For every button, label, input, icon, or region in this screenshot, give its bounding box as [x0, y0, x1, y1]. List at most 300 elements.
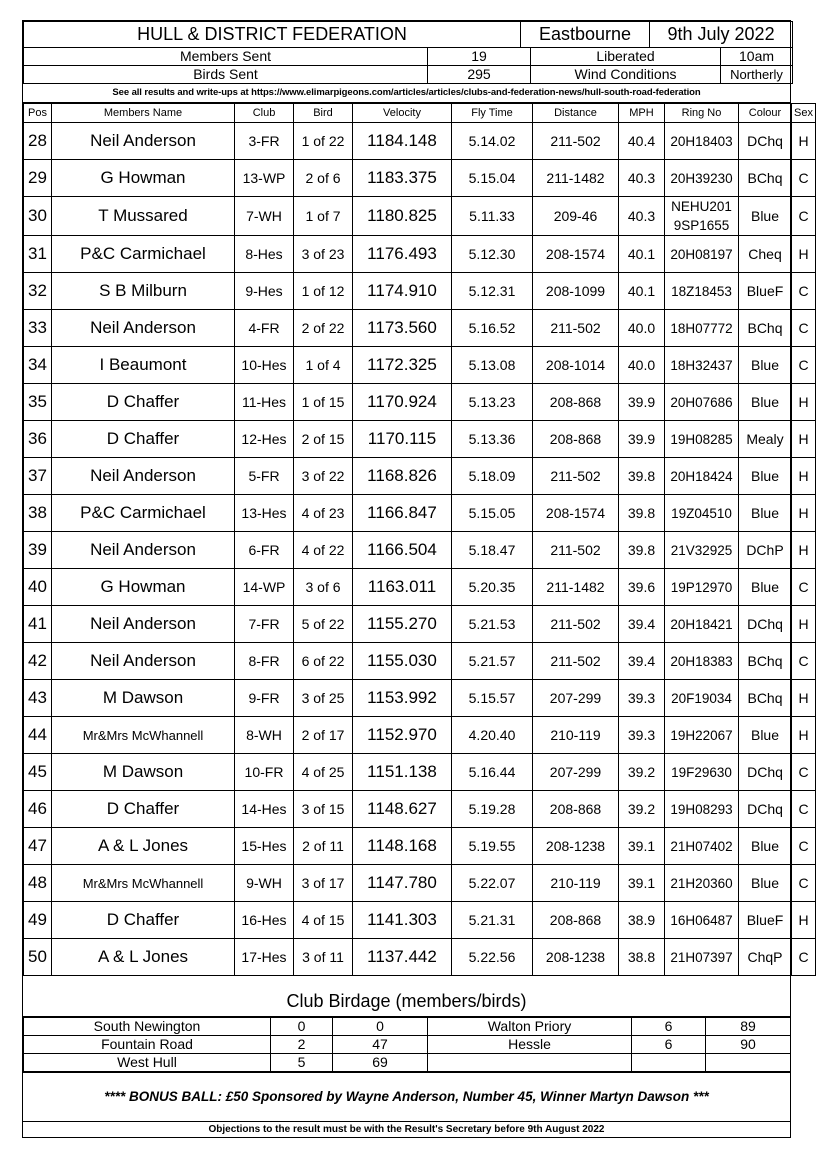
cell-sex: C: [792, 160, 816, 197]
cell-fly-time: 5.18.47: [452, 532, 533, 569]
cell-distance: 211-502: [533, 606, 619, 643]
cell-sex: C: [792, 828, 816, 865]
cell-name: T Mussared: [52, 197, 235, 236]
result-row: [24, 569, 816, 606]
cell-bird: 4 of 23: [294, 495, 353, 532]
cell-colour: DChq: [739, 123, 792, 160]
cell-fly-time: 4.20.40: [452, 717, 533, 754]
cell-fly-time: 5.13.08: [452, 347, 533, 384]
cell-bird: 4 of 15: [294, 902, 353, 939]
results-sheet: [22, 20, 813, 1138]
cell-name: M Dawson: [52, 680, 235, 717]
cell-colour: Blue: [739, 197, 792, 236]
cell-mph: 39.8: [619, 458, 665, 495]
cell-fly-time: 5.21.57: [452, 643, 533, 680]
members-sent-value: 19: [428, 48, 531, 66]
cell-colour: Blue: [739, 458, 792, 495]
cell-mph: 39.2: [619, 754, 665, 791]
cell-pos: 47: [24, 828, 52, 865]
cell-distance: 207-299: [533, 680, 619, 717]
cell-club: 7-FR: [235, 606, 294, 643]
cell-fly-time: 5.21.31: [452, 902, 533, 939]
cell-bird: 1 of 15: [294, 384, 353, 421]
cell-mph: 40.1: [619, 273, 665, 310]
cell-colour: BChq: [739, 680, 792, 717]
cell-bird: 3 of 11: [294, 939, 353, 976]
cell-mph: 40.4: [619, 123, 665, 160]
col-header-mph: MPH: [619, 104, 665, 123]
cell-ring: 19H08293: [665, 791, 739, 828]
col-header-distance: Distance: [533, 104, 619, 123]
cell-ring: 19H22067: [665, 717, 739, 754]
cell-club: 8-Hes: [235, 236, 294, 273]
cell-distance: 208-1238: [533, 828, 619, 865]
cell-bird: 3 of 22: [294, 458, 353, 495]
cell-ring: 19Z04510: [665, 495, 739, 532]
cell-name: G Howman: [52, 160, 235, 197]
cell-sex: H: [792, 680, 816, 717]
cell-ring: 21H07402: [665, 828, 739, 865]
cell-pos: 35: [24, 384, 52, 421]
birdage-members-b: [632, 1054, 706, 1072]
cell-club: 11-Hes: [235, 384, 294, 421]
cell-fly-time: 5.11.33: [452, 197, 533, 236]
cell-velocity: 1180.825: [353, 197, 452, 236]
cell-club: 13-Hes: [235, 495, 294, 532]
birdage-row: [24, 1036, 791, 1054]
cell-club: 14-Hes: [235, 791, 294, 828]
cell-name: I Beaumont: [52, 347, 235, 384]
cell-ring: 20H08197: [665, 236, 739, 273]
cell-mph: 39.8: [619, 532, 665, 569]
birdage-table: [23, 1017, 791, 1072]
cell-ring: 21H20360: [665, 865, 739, 902]
cell-bird: 2 of 11: [294, 828, 353, 865]
cell-mph: 39.1: [619, 828, 665, 865]
cell-club: 8-FR: [235, 643, 294, 680]
results-header-row: [24, 104, 816, 123]
cell-fly-time: 5.15.05: [452, 495, 533, 532]
cell-distance: 208-1574: [533, 236, 619, 273]
cell-bird: 5 of 22: [294, 606, 353, 643]
col-header-club: Club: [235, 104, 294, 123]
cell-name: Mr&Mrs McWhannell: [52, 717, 235, 754]
cell-distance: 208-868: [533, 384, 619, 421]
cell-pos: 39: [24, 532, 52, 569]
cell-pos: 30: [24, 197, 52, 236]
cell-fly-time: 5.13.36: [452, 421, 533, 458]
result-row: [24, 421, 816, 458]
birdage-club-a: Fountain Road: [24, 1036, 271, 1054]
cell-ring: 19H08285: [665, 421, 739, 458]
result-row: [24, 754, 816, 791]
cell-club: 5-FR: [235, 458, 294, 495]
cell-velocity: 1174.910: [353, 273, 452, 310]
cell-name: Neil Anderson: [52, 310, 235, 347]
cell-bird: 3 of 17: [294, 865, 353, 902]
race-date: 9th July 2022: [650, 22, 793, 48]
birds-sent-value: 295: [428, 66, 531, 84]
cell-name: S B Milburn: [52, 273, 235, 310]
col-header-colour: Colour: [739, 104, 792, 123]
cell-velocity: 1163.011: [353, 569, 452, 606]
cell-sex: H: [792, 123, 816, 160]
result-row: [24, 643, 816, 680]
cell-mph: 38.9: [619, 902, 665, 939]
cell-colour: Blue: [739, 865, 792, 902]
wind-label: Wind Conditions: [531, 66, 721, 84]
cell-velocity: 1151.138: [353, 754, 452, 791]
cell-velocity: 1184.148: [353, 123, 452, 160]
col-header-name: Members Name: [52, 104, 235, 123]
cell-colour: BChq: [739, 643, 792, 680]
cell-bird: 2 of 17: [294, 717, 353, 754]
cell-mph: 40.0: [619, 347, 665, 384]
birdage-birds-a: 69: [333, 1054, 428, 1072]
cell-distance: 208-868: [533, 791, 619, 828]
birdage-club-b: Walton Priory: [428, 1018, 632, 1036]
cell-mph: 39.4: [619, 643, 665, 680]
cell-colour: Blue: [739, 384, 792, 421]
cell-colour: DChq: [739, 754, 792, 791]
birdage-birds-a: 47: [333, 1036, 428, 1054]
cell-pos: 44: [24, 717, 52, 754]
cell-velocity: 1153.992: [353, 680, 452, 717]
cell-fly-time: 5.22.56: [452, 939, 533, 976]
col-header-ring: Ring No: [665, 104, 739, 123]
cell-sex: H: [792, 384, 816, 421]
result-row: [24, 236, 816, 273]
cell-bird: 2 of 22: [294, 310, 353, 347]
cell-bird: 3 of 6: [294, 569, 353, 606]
cell-sex: H: [792, 532, 816, 569]
cell-distance: 211-1482: [533, 160, 619, 197]
cell-ring: 19F29630: [665, 754, 739, 791]
col-header-bird: Bird: [294, 104, 353, 123]
cell-club: 12-Hes: [235, 421, 294, 458]
cell-fly-time: 5.13.23: [452, 384, 533, 421]
cell-bird: 3 of 25: [294, 680, 353, 717]
cell-mph: 39.3: [619, 680, 665, 717]
cell-club: 17-Hes: [235, 939, 294, 976]
cell-mph: 39.4: [619, 606, 665, 643]
result-row: [24, 828, 816, 865]
spacer: [23, 976, 790, 986]
cell-distance: 208-1238: [533, 939, 619, 976]
cell-mph: 39.3: [619, 717, 665, 754]
cell-bird: 6 of 22: [294, 643, 353, 680]
cell-velocity: 1173.560: [353, 310, 452, 347]
cell-colour: Blue: [739, 495, 792, 532]
cell-bird: 4 of 22: [294, 532, 353, 569]
cell-club: 13-WP: [235, 160, 294, 197]
cell-name: Neil Anderson: [52, 123, 235, 160]
birdage-title: Club Birdage (members/birds): [23, 986, 790, 1017]
cell-pos: 28: [24, 123, 52, 160]
cell-distance: 211-1482: [533, 569, 619, 606]
cell-ring: 20H07686: [665, 384, 739, 421]
cell-pos: 37: [24, 458, 52, 495]
cell-fly-time: 5.22.07: [452, 865, 533, 902]
cell-colour: BlueF: [739, 902, 792, 939]
cell-sex: C: [792, 791, 816, 828]
col-header-velocity: Velocity: [353, 104, 452, 123]
cell-ring: 18H07772: [665, 310, 739, 347]
cell-colour: Mealy: [739, 421, 792, 458]
cell-bird: 1 of 4: [294, 347, 353, 384]
cell-club: 8-WH: [235, 717, 294, 754]
cell-name: Neil Anderson: [52, 606, 235, 643]
cell-mph: 40.3: [619, 197, 665, 236]
cell-name: M Dawson: [52, 754, 235, 791]
cell-sex: C: [792, 310, 816, 347]
cell-name: Neil Anderson: [52, 532, 235, 569]
cell-ring: 16H06487: [665, 902, 739, 939]
objections-note: Objections to the result must be with the Result's Secretary before 9th August 2022: [23, 1121, 790, 1138]
result-row: [24, 160, 816, 197]
race-point: Eastbourne: [521, 22, 650, 48]
federation-title: HULL & DISTRICT FEDERATION: [24, 22, 521, 48]
results-table: [23, 103, 816, 976]
cell-distance: 208-868: [533, 902, 619, 939]
cell-distance: 208-1014: [533, 347, 619, 384]
birdage-members-b: 6: [632, 1018, 706, 1036]
cell-pos: 43: [24, 680, 52, 717]
cell-bird: 4 of 25: [294, 754, 353, 791]
cell-velocity: 1148.627: [353, 791, 452, 828]
cell-colour: ChqP: [739, 939, 792, 976]
cell-ring: 20H18424: [665, 458, 739, 495]
cell-fly-time: 5.12.31: [452, 273, 533, 310]
cell-velocity: 1137.442: [353, 939, 452, 976]
cell-name: P&C Carmichael: [52, 495, 235, 532]
cell-club: 16-Hes: [235, 902, 294, 939]
cell-pos: 42: [24, 643, 52, 680]
birdage-birds-b: 90: [706, 1036, 791, 1054]
result-row: [24, 717, 816, 754]
cell-club: 3-FR: [235, 123, 294, 160]
cell-sex: H: [792, 717, 816, 754]
birdage-members-a: 5: [271, 1054, 333, 1072]
cell-velocity: 1183.375: [353, 160, 452, 197]
cell-distance: 211-502: [533, 458, 619, 495]
cell-velocity: 1166.504: [353, 532, 452, 569]
cell-mph: 40.0: [619, 310, 665, 347]
cell-mph: 39.6: [619, 569, 665, 606]
cell-club: 4-FR: [235, 310, 294, 347]
cell-mph: 40.1: [619, 236, 665, 273]
cell-name: D Chaffer: [52, 791, 235, 828]
cell-fly-time: 5.21.53: [452, 606, 533, 643]
birdage-birds-b: 89: [706, 1018, 791, 1036]
bonus-ball-note: **** BONUS BALL: £50 Sponsored by Wayne Anderson, Number 45, Winner Martyn Dawson ***: [23, 1072, 790, 1121]
result-row: [24, 606, 816, 643]
wind-value: Northerly: [721, 66, 793, 84]
cell-sex: C: [792, 273, 816, 310]
cell-ring: 20H18383: [665, 643, 739, 680]
cell-name: D Chaffer: [52, 421, 235, 458]
cell-pos: 29: [24, 160, 52, 197]
col-header-sex: Sex: [792, 104, 816, 123]
cell-velocity: 1172.325: [353, 347, 452, 384]
cell-colour: Cheq: [739, 236, 792, 273]
cell-mph: 39.9: [619, 421, 665, 458]
result-row: [24, 123, 816, 160]
cell-mph: 39.9: [619, 384, 665, 421]
cell-mph: 39.2: [619, 791, 665, 828]
cell-club: 14-WP: [235, 569, 294, 606]
cell-sex: C: [792, 347, 816, 384]
cell-colour: BlueF: [739, 273, 792, 310]
cell-pos: 46: [24, 791, 52, 828]
cell-name: P&C Carmichael: [52, 236, 235, 273]
cell-sex: C: [792, 569, 816, 606]
results-url-line: See all results and write-ups at https://www.elimarpigeons.com/articles/articles/clubs-and-federation-news/hull-south-road-federation: [23, 84, 790, 103]
cell-colour: DChq: [739, 791, 792, 828]
cell-colour: Blue: [739, 569, 792, 606]
cell-colour: DChq: [739, 606, 792, 643]
cell-velocity: 1155.030: [353, 643, 452, 680]
cell-distance: 210-119: [533, 865, 619, 902]
cell-colour: Blue: [739, 347, 792, 384]
cell-mph: 39.1: [619, 865, 665, 902]
birdage-club-b: Hessle: [428, 1036, 632, 1054]
cell-velocity: 1152.970: [353, 717, 452, 754]
cell-sex: H: [792, 495, 816, 532]
result-row: [24, 310, 816, 347]
result-row: [24, 347, 816, 384]
birdage-members-b: 6: [632, 1036, 706, 1054]
result-row: [24, 384, 816, 421]
cell-mph: 38.8: [619, 939, 665, 976]
cell-sex: C: [792, 939, 816, 976]
cell-distance: 208-868: [533, 421, 619, 458]
cell-ring: 18Z18453: [665, 273, 739, 310]
birdage-club-b: [428, 1054, 632, 1072]
cell-ring: 21V32925: [665, 532, 739, 569]
liberated-value: 10am: [721, 48, 793, 66]
birdage-club-a: West Hull: [24, 1054, 271, 1072]
cell-velocity: 1155.270: [353, 606, 452, 643]
cell-pos: 45: [24, 754, 52, 791]
cell-name: D Chaffer: [52, 902, 235, 939]
birdage-club-a: South Newington: [24, 1018, 271, 1036]
members-sent-label: Members Sent: [24, 48, 428, 66]
birdage-birds-b: [706, 1054, 791, 1072]
cell-club: 7-WH: [235, 197, 294, 236]
cell-velocity: 1176.493: [353, 236, 452, 273]
result-row: [24, 939, 816, 976]
cell-sex: C: [792, 197, 816, 236]
cell-sex: C: [792, 643, 816, 680]
cell-sex: C: [792, 865, 816, 902]
cell-pos: 33: [24, 310, 52, 347]
result-row: [24, 273, 816, 310]
cell-club: 10-FR: [235, 754, 294, 791]
cell-ring: 20F19034: [665, 680, 739, 717]
cell-bird: 3 of 15: [294, 791, 353, 828]
cell-pos: 40: [24, 569, 52, 606]
cell-pos: 38: [24, 495, 52, 532]
cell-bird: 2 of 15: [294, 421, 353, 458]
cell-fly-time: 5.20.35: [452, 569, 533, 606]
cell-pos: 48: [24, 865, 52, 902]
cell-club: 10-Hes: [235, 347, 294, 384]
result-row: [24, 458, 816, 495]
cell-fly-time: 5.19.28: [452, 791, 533, 828]
cell-ring: NEHU201 9SP1655: [665, 197, 739, 236]
cell-bird: 1 of 12: [294, 273, 353, 310]
col-header-pos: Pos: [24, 104, 52, 123]
cell-club: 9-Hes: [235, 273, 294, 310]
result-row: [24, 495, 816, 532]
cell-pos: 49: [24, 902, 52, 939]
cell-distance: 211-502: [533, 123, 619, 160]
cell-pos: 41: [24, 606, 52, 643]
cell-colour: Blue: [739, 717, 792, 754]
cell-velocity: 1168.826: [353, 458, 452, 495]
cell-pos: 34: [24, 347, 52, 384]
birdage-row: [24, 1018, 791, 1036]
cell-fly-time: 5.15.04: [452, 160, 533, 197]
result-row: [24, 865, 816, 902]
race-header-table: [23, 21, 793, 84]
cell-name: D Chaffer: [52, 384, 235, 421]
cell-pos: 50: [24, 939, 52, 976]
cell-ring: 21H07397: [665, 939, 739, 976]
cell-colour: Blue: [739, 828, 792, 865]
cell-bird: 2 of 6: [294, 160, 353, 197]
cell-pos: 31: [24, 236, 52, 273]
cell-bird: 1 of 7: [294, 197, 353, 236]
cell-club: 9-WH: [235, 865, 294, 902]
cell-velocity: 1147.780: [353, 865, 452, 902]
cell-distance: 208-1099: [533, 273, 619, 310]
cell-ring: 20H18403: [665, 123, 739, 160]
col-header-fly-time: Fly Time: [452, 104, 533, 123]
cell-name: A & L Jones: [52, 828, 235, 865]
cell-fly-time: 5.15.57: [452, 680, 533, 717]
cell-sex: H: [792, 458, 816, 495]
result-row: [24, 532, 816, 569]
cell-name: G Howman: [52, 569, 235, 606]
result-row: [24, 902, 816, 939]
cell-distance: 207-299: [533, 754, 619, 791]
result-row: [24, 791, 816, 828]
cell-fly-time: 5.18.09: [452, 458, 533, 495]
birdage-row: [24, 1054, 791, 1072]
result-row: [24, 680, 816, 717]
cell-name: Neil Anderson: [52, 458, 235, 495]
cell-ring: 18H32437: [665, 347, 739, 384]
cell-distance: 211-502: [533, 310, 619, 347]
cell-fly-time: 5.14.02: [452, 123, 533, 160]
cell-bird: 1 of 22: [294, 123, 353, 160]
cell-pos: 36: [24, 421, 52, 458]
cell-sex: H: [792, 236, 816, 273]
cell-velocity: 1170.924: [353, 384, 452, 421]
cell-mph: 39.8: [619, 495, 665, 532]
birds-sent-label: Birds Sent: [24, 66, 428, 84]
cell-distance: 208-1574: [533, 495, 619, 532]
cell-ring: 20H18421: [665, 606, 739, 643]
result-row: [24, 197, 816, 236]
cell-sex: C: [792, 754, 816, 791]
cell-colour: BChq: [739, 160, 792, 197]
cell-sex: H: [792, 606, 816, 643]
cell-colour: BChq: [739, 310, 792, 347]
cell-distance: 211-502: [533, 532, 619, 569]
